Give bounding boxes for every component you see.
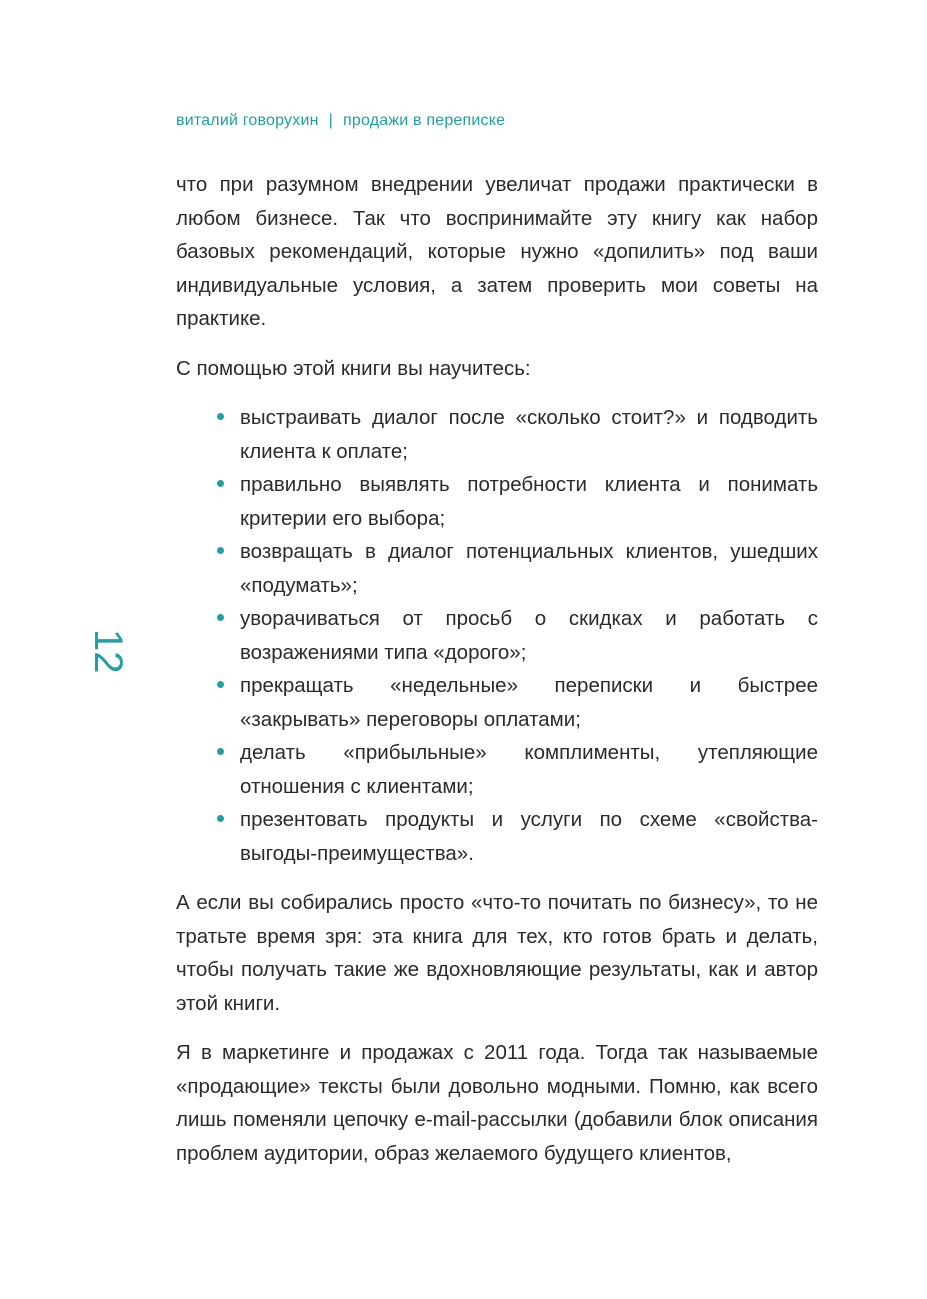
running-header (176, 112, 505, 130)
list-item (240, 468, 818, 535)
paragraph: что при разумном внедрении увеличат продажи практически в любом бизнесе. Так что воспринимайте эту книгу как набор базовых рекомендаций, которые нужно «допилить» под ваши индивидуальные условия, а затем проверить мои советы на практике. (176, 173, 818, 330)
bullet-dot-icon (217, 547, 224, 554)
list-item-text: возвращать в диалог потенциальных клиентов, ушедших «подумать»; (240, 540, 818, 597)
bullet-dot-icon (217, 815, 224, 822)
list-intro: С помощью этой книги вы научитесь: (176, 356, 531, 380)
bullet-dot-icon (217, 413, 224, 420)
bullet-dot-icon (217, 748, 224, 755)
page-number: 12 (86, 629, 130, 674)
skills-list (176, 401, 818, 870)
header-separator: | (328, 112, 333, 129)
bullet-dot-icon (217, 614, 224, 621)
list-item (240, 669, 818, 736)
list-item (240, 736, 818, 803)
list-item (240, 602, 818, 669)
paragraph: А если вы собирались просто «что-то почитать по бизнесу», то не тратьте время зря: эта книга для тех, кто готов брать и делать, чтобы получать такие же вдохновляющие результаты, как и автор этой книги. (176, 891, 818, 1015)
page-body (176, 168, 818, 1186)
list-item-text: уворачиваться от просьб о скидках и работать с возражениями типа «дорого»; (240, 607, 818, 664)
list-item-text: прекращать «недельные» переписки и быстрее «закрывать» переговоры оплатами; (240, 674, 818, 731)
list-item (240, 803, 818, 870)
list-item-text: правильно выявлять потребности клиента и понимать критерии его выбора; (240, 473, 818, 530)
header-author: виталий говорухин (176, 112, 319, 129)
list-item-text: выстраивать диалог после «сколько стоит?» и подводить клиента к оплате; (240, 406, 818, 463)
paragraph: Я в маркетинге и продажах с 2011 года. Тогда так называемые «продающие» тексты были довольно модными. Помню, как всего лишь поменяли цепочку e-mail-рассылки (добавили блок описания проблем аудитории, образ желаемого будущего клиентов, (176, 1041, 818, 1165)
list-item (240, 535, 818, 602)
list-item-text: делать «прибыльные» комплименты, утепляющие отношения с клиентами; (240, 741, 818, 798)
list-item (240, 401, 818, 468)
list-item-text: презентовать продукты и услуги по схеме «свойства-выгоды-преимущества». (240, 808, 818, 865)
bullet-dot-icon (217, 480, 224, 487)
bullet-dot-icon (217, 681, 224, 688)
header-book-title: продажи в переписке (343, 112, 506, 129)
